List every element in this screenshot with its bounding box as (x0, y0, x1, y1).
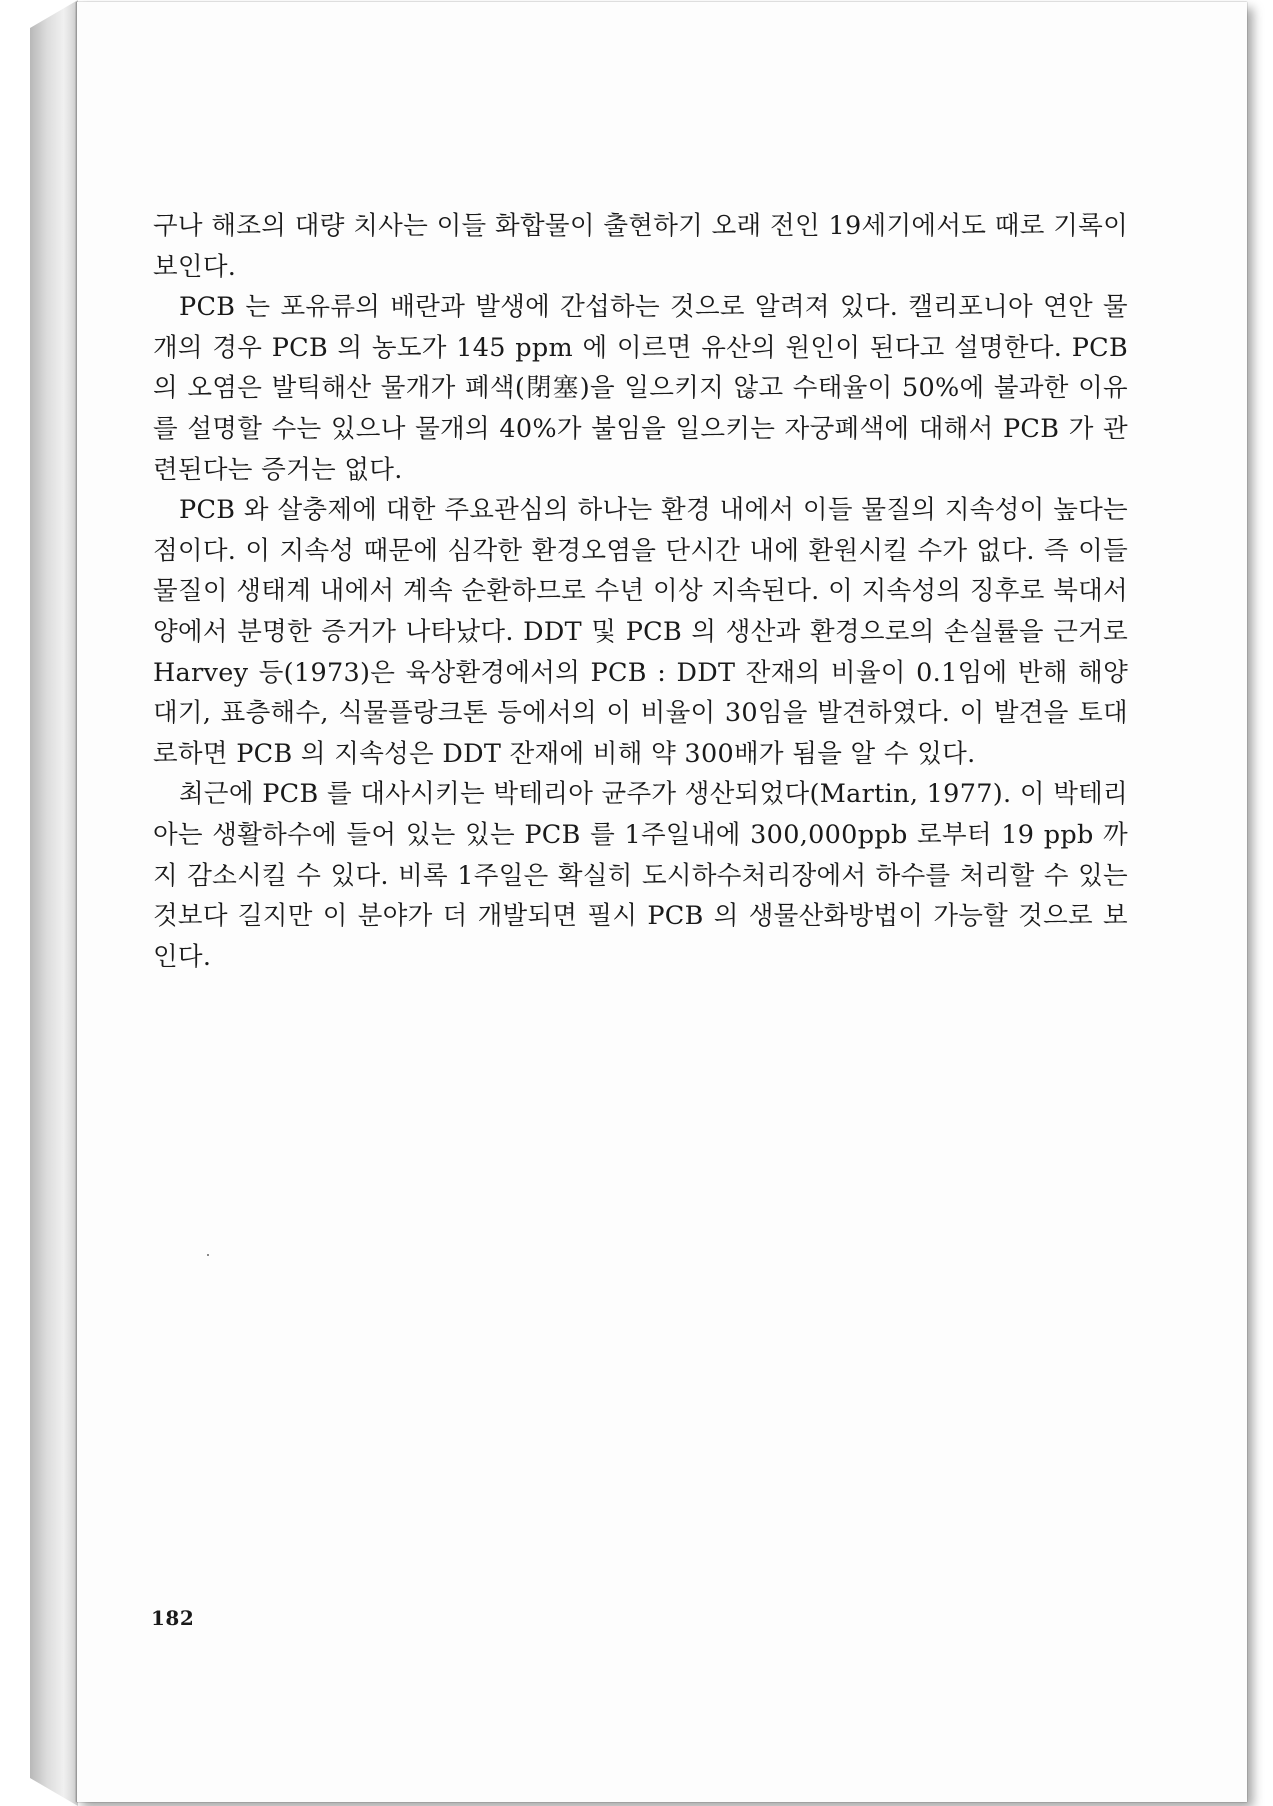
paragraph-pcb-reproduction: PCB 는 포유류의 배란과 발생에 간섭하는 것으로 알려져 있다. 캘리포니아 연안 물개의 경우 PCB 의 농도가 145 ppm 에 이르면 유산의 원인이 된다고 설명한다. PCB 의 오염은 발틱해산 물개가 폐색(閉塞)을 일으키지 않고 수태율이 50%에 불과한 이유를 설명할 수는 있으나 물개의 40%가 불임을 일으키는 자궁폐색에 대해서 PCB 가 관련된다는 증거는 없다. (153, 292, 1128, 485)
scan-speck (207, 1254, 209, 1256)
paragraph-continuation: 구나 해조의 대량 치사는 이들 화합물이 출현하기 오래 전인 19세기에서도 때로 기록이 보인다. (153, 211, 1128, 282)
page-number: 182 (151, 1606, 195, 1630)
paragraph-pcb-bacteria: 최근에 PCB 를 대사시키는 박테리아 균주가 생산되었다(Martin, 1977). 이 박테리아는 생활하수에 들어 있는 있는 PCB 를 1주일내에 300,000ppb 로부터 19 ppb 까지 감소시킬 수 있다. 비록 1주일은 확실히 도시하수처리장에서 하수를 처리할 수 있는 것보다 길지만 이 분야가 더 개발되면 필시 PCB 의 생물산화방법이 가능할 것으로 보인다. (153, 779, 1128, 972)
paragraph-pcb-persistence: PCB 와 살충제에 대한 주요관심의 하나는 환경 내에서 이들 물질의 지속성이 높다는 점이다. 이 지속성 때문에 심각한 환경오염을 단시간 내에 환원시킬 수가 없다. 즉 이들 물질이 생태계 내에서 계속 순환하므로 수년 이상 지속된다. 이 지속성의 징후로 북대서양에서 분명한 증거가 나타났다. DDT 및 PCB 의 생산과 환경으로의 손실률을 근거로 Harvey 등(1973)은 육상환경에서의 PCB : DDT 잔재의 비율이 0.1임에 반해 해양 대기, 표층해수, 식물플랑크톤 등에서의 이 비율이 30임을 발견하였다. 이 발견을 토대로하면 PCB 의 지속성은 DDT 잔재에 비해 약 300배가 됨을 알 수 있다. (153, 495, 1128, 769)
book-spine (30, 0, 78, 1806)
body-text (153, 206, 1128, 977)
